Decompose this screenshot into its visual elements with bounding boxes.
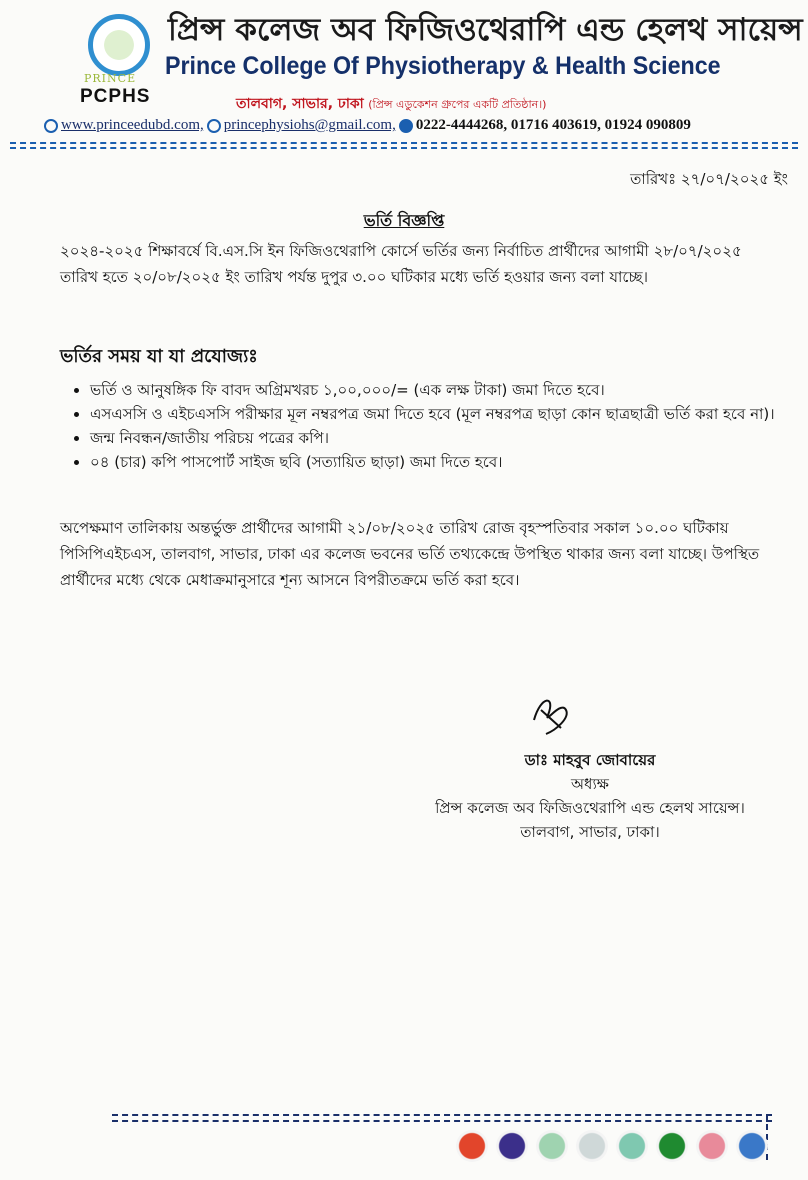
seal-logo-icon [496, 1130, 528, 1162]
signatory-name: ডাঃ মাহবুব জোবায়ের [524, 751, 656, 769]
signature-block [390, 748, 790, 844]
footer-divider [112, 1114, 772, 1122]
seal-logo-icon [616, 1130, 648, 1162]
address-note: (প্রিন্স এডুকেশন গ্রুপের একটি প্রতিষ্ঠান।) [368, 98, 547, 111]
phone-numbers: 0222-4444268, 01716 403619, 01924 090809 [415, 117, 691, 133]
email-icon [207, 119, 221, 133]
college-logo [88, 14, 150, 76]
signatory-designation: অধ্যক্ষ [571, 775, 609, 793]
notice-paragraph-2: অপেক্ষমাণ তালিকায় অন্তর্ভুক্ত প্রার্থীদের আগামী ২১/০৮/২০২৫ তারিখ রোজ বৃহস্পতিবার সকাল ১০.০০ ঘটিকায় পিসিপিএইচএস, তালবাগ, সাভার, ঢাকা এর কলেজ ভবনের ভর্তি তথ্যকেন্দ্রে উপস্থিত থাকার জন্য বলা যাচ্ছে। উপস্থিত প্রার্থীদের মধ্যে থেকে মেধাক্রমানুসারে শূন্য আসনে বিপরীতক্রমে ভর্তি করা হবে। [60, 519, 760, 589]
college-address [236, 92, 546, 116]
requirement-item: • ০৪ (চার) কপি পাসপোর্ট সাইজ ছবি (সত্যায়িত ছাড়া) জমা দিতে হবে। [90, 450, 780, 474]
requirement-item: • এসএসসি ও এইচএসসি পরীক্ষার মূল নম্বরপত্র জমা দিতে হবে (মূল নম্বরপত্র ছাড়া কোন ছাত্রছাত্রী ভর্তি করা হবে না)। [90, 402, 780, 426]
signatory-location: তালবাগ, সাভার, ঢাকা। [520, 823, 660, 841]
requirements-heading: ভর্তির সময় যা যা প্রযোজ্যঃ [60, 346, 258, 367]
requirements-list [70, 378, 780, 474]
website-link[interactable]: www.princeedubd.com, [61, 117, 204, 133]
college-name-english: Prince College Of Physiotherapy & Health Science [165, 52, 721, 80]
signature-image [526, 690, 576, 738]
notice-paragraph-1: ২০২৪-২০২৫ শিক্ষাবর্ষে বি.এস.সি ইন ফিজিওথেরাপি কোর্সে ভর্তির জন্য নির্বাচিত প্রার্থীদের আগামী ২৮/০৭/২০২৫ তারিখ হতে ২০/০৮/২০২৫ ইং তারিখ পর্যন্ত দুপুর ৩.০০ ঘটিকার মধ্যে ভর্তি হওয়ার জন্য বলা যাচ্ছে। [60, 242, 742, 286]
requirement-item: • ভর্তি ও আনুষঙ্গিক ফি বাবদ অগ্রিমখরচ ১,০০,০০০/= (এক লক্ষ টাকা) জমা দিতে হবে। [90, 378, 780, 402]
address-text: তালবাগ, সাভার, ঢাকা [236, 96, 364, 112]
accreditation-seals [456, 1130, 768, 1162]
logo-text: PRINCE [84, 72, 137, 85]
globe-icon [44, 119, 58, 133]
college-name-bengali: প্রিন্স কলেজ অব ফিজিওথেরাপি এন্ড হেলথ সায়েন্স [168, 12, 803, 48]
seal-logo-icon [696, 1130, 728, 1162]
notice-date: তারিখঃ ২৭/০৭/২০২৫ ইং [630, 170, 788, 188]
seal-logo-icon [576, 1130, 608, 1162]
notice-title: ভর্তি বিজ্ঞপ্তি [363, 211, 445, 230]
phone-icon [399, 119, 413, 133]
seal-logo-icon [736, 1130, 768, 1162]
contact-line [44, 117, 691, 134]
signatory-institution: প্রিন্স কলেজ অব ফিজিওথেরাপি এন্ড হেলথ সায়েন্স। [435, 799, 745, 817]
email-link[interactable]: princephysiohs@gmail.com, [223, 117, 396, 133]
seal-logo-icon [536, 1130, 568, 1162]
header-divider [10, 142, 798, 149]
seal-logo-icon [656, 1130, 688, 1162]
seal-logo-icon [456, 1130, 488, 1162]
requirement-item: • জন্ম নিবন্ধন/জাতীয় পরিচয় পত্রের কপি। [90, 426, 780, 450]
college-abbreviation: PCPHS [80, 86, 151, 107]
